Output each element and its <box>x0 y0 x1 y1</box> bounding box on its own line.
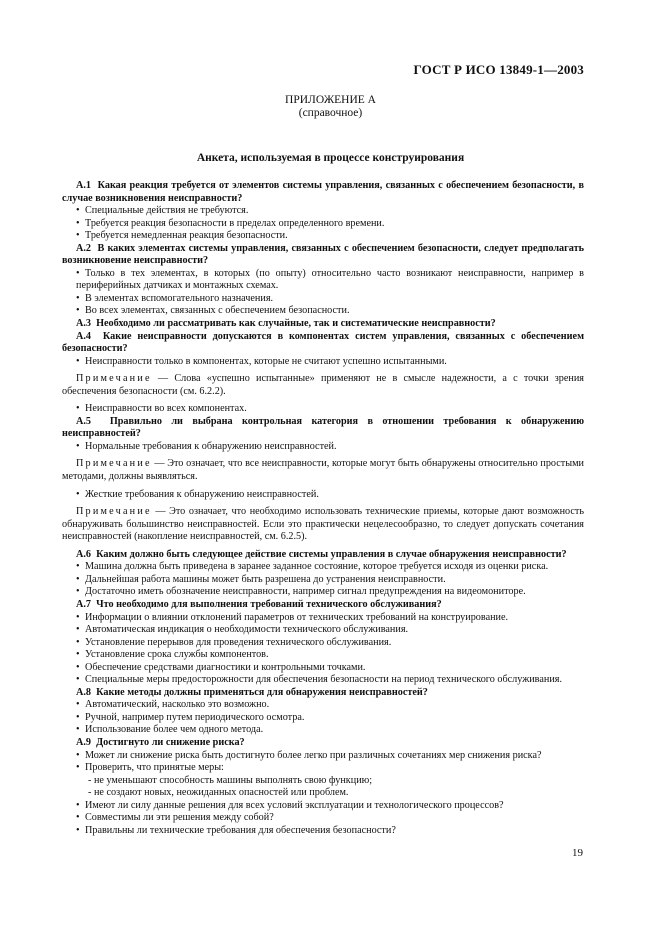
question-item <box>62 318 584 331</box>
standard-code: ГОСТ Р ИСО 13849-1—2003 <box>413 62 584 77</box>
answer-option <box>62 268 584 293</box>
answer-option <box>62 812 584 825</box>
answer-text: Может ли снижение риска быть достигнуто более легко при различных сочетаниях мер снижения риска? <box>85 749 542 761</box>
document-title: Анкета, используемая в процессе конструирования <box>196 152 465 164</box>
question-number: А.5 <box>76 415 91 427</box>
answer-option <box>62 750 584 763</box>
answer-option <box>62 574 584 587</box>
answer-text: Жесткие требования к обнаружению неисправностей. <box>85 488 319 500</box>
question-item <box>62 599 584 612</box>
answer-option <box>62 637 584 650</box>
answer-option <box>62 662 584 675</box>
answer-option <box>62 612 584 625</box>
answer-option <box>62 699 584 712</box>
answer-option <box>62 205 584 218</box>
answer-text: Машина должна быть приведена в заранее заданное состояние, которое требуется исходя из оценки риска. <box>85 561 549 573</box>
question-number: А.4 <box>76 330 91 342</box>
bullet-icon: • <box>76 611 80 623</box>
bullet-icon: • <box>76 305 80 317</box>
note-label: Примечание <box>76 506 152 518</box>
answer-option <box>62 712 584 725</box>
bullet-icon: • <box>76 205 80 217</box>
bullet-icon: • <box>76 699 80 711</box>
question-item <box>62 416 584 441</box>
answer-option <box>62 356 584 369</box>
answer-text: Информации о влиянии отклонений параметров от технических требований на конструирование. <box>85 611 509 623</box>
answer-text: Требуется реакция безопасности в пределах определенного времени. <box>85 217 385 229</box>
bullet-icon: • <box>76 674 80 686</box>
bullet-icon: • <box>76 403 80 415</box>
bullet-icon: • <box>76 762 80 774</box>
question-item <box>62 549 584 562</box>
answer-text: Имеют ли силу данные решения для всех условий эксплуатации и технологического процессов? <box>85 799 504 811</box>
question-item <box>62 687 584 700</box>
note-text: — Это означает, что необходимо использовать технические приемы, которые дают возможность обнаруживать большинство неисправностей. Если это практически нецелесообразно, то следует допускать сочетания неисправностей (накопление неисправностей, см. 6.2.5). <box>62 506 584 543</box>
answer-text: Только в тех элементах, в которых (по опыту) относительно часто возникают неисправности, например в периферийных датчиках и монтажных схемах. <box>76 267 584 292</box>
question-number: А.3 <box>76 318 91 330</box>
answer-text: Проверить, что принятые меры: <box>85 762 224 774</box>
answer-text: Достаточно иметь обозначение неисправности, например сигнал предупреждения на видеомониторе. <box>85 586 526 598</box>
answer-option <box>62 230 584 243</box>
question-number: А.9 <box>76 736 91 748</box>
question-item <box>62 180 584 205</box>
answer-option <box>62 649 584 662</box>
bullet-icon: • <box>76 230 80 242</box>
answer-option <box>62 403 584 416</box>
bullet-icon: • <box>76 586 80 598</box>
answer-text: Установление перерывов для проведения технического обслуживания. <box>85 636 392 648</box>
bullet-icon: • <box>76 573 80 585</box>
annex-title: ПРИЛОЖЕНИЕ А <box>285 94 376 106</box>
question-text: Необходимо ли рассматривать как случайные, так и систематические неисправности? <box>96 318 496 330</box>
bullet-icon: • <box>76 355 80 367</box>
question-text: В каких элементах системы управления, связанных с обеспечением безопасности, следует предполагать возникновение неисправности? <box>62 242 584 267</box>
note-paragraph <box>62 373 584 398</box>
answer-option <box>62 441 584 454</box>
answer-option <box>62 489 584 502</box>
bullet-icon: • <box>76 561 80 573</box>
answer-text: Неисправности во всех компонентах. <box>85 403 247 415</box>
answer-option <box>62 293 584 306</box>
answer-text: Обеспечение средствами диагностики и контрольными точками. <box>85 661 366 673</box>
answer-text: В элементах вспомогательного назначения. <box>85 292 274 304</box>
answer-text: Автоматическая индикация о необходимости технического обслуживания. <box>85 624 409 636</box>
note-paragraph <box>62 506 584 544</box>
answer-option <box>62 724 584 737</box>
bullet-icon: • <box>76 440 80 452</box>
question-number: А.7 <box>76 598 91 610</box>
annex-heading <box>0 94 661 120</box>
question-number: А.8 <box>76 686 91 698</box>
answer-text: Совместимы ли эти решения между собой? <box>85 812 274 824</box>
bullet-icon: • <box>76 812 80 824</box>
answer-text: Правильны ли технические требования для обеспечения безопасности? <box>85 824 396 836</box>
bullet-icon: • <box>76 292 80 304</box>
bullet-icon: • <box>76 724 80 736</box>
answer-text: Требуется немедленная реакция безопасности. <box>85 230 288 242</box>
answer-text: Автоматический, насколько это возможно. <box>85 699 270 711</box>
question-text: Достигнуто ли снижение риска? <box>96 736 245 748</box>
question-item <box>62 737 584 750</box>
answer-text: Дальнейшая работа машины может быть разрешена до устранения неисправности. <box>85 573 446 585</box>
answer-option <box>62 674 584 687</box>
bullet-icon: • <box>76 799 80 811</box>
answer-text: Использование более чем одного метода. <box>85 724 264 736</box>
answer-option <box>62 800 584 813</box>
bullet-icon: • <box>76 824 80 836</box>
answer-text: Ручной, например путем периодического осмотра. <box>85 711 305 723</box>
answer-option <box>62 305 584 318</box>
question-text: Каким должно быть следующее действие системы управления в случае обнаружения неисправности? <box>96 548 567 560</box>
answer-text: Во всех элементах, связанных с обеспечением безопасности. <box>85 305 350 317</box>
bullet-icon: • <box>76 749 80 761</box>
bullet-icon: • <box>76 661 80 673</box>
question-number: А.1 <box>76 180 91 191</box>
note-text: — Это означает, что все неисправности, которые могут быть обнаружены относительно простыми методами, должны выявляться. <box>62 458 584 483</box>
question-text: Что необходимо для выполнения требований технического обслуживания? <box>96 598 442 610</box>
note-label: Примечание <box>76 458 152 470</box>
question-text: Какая реакция требуется от элементов системы управления, связанных с обеспечением безопасности, в случае возникновения неисправности? <box>62 180 585 204</box>
question-text: Какие методы должны применяться для обнаружения неисправностей? <box>96 686 428 698</box>
question-text: Какие неисправности допускаются в компонентах систем управления, связанных с обеспечением безопасности? <box>62 330 585 355</box>
question-item <box>62 243 584 268</box>
bullet-icon: • <box>76 267 80 279</box>
sub-item-text: - не создают новых, неожиданных опасностей или проблем. <box>88 787 349 799</box>
page-number: 19 <box>572 847 583 859</box>
bullet-icon: • <box>76 624 80 636</box>
note-label: Примечание <box>76 373 152 385</box>
question-number: А.2 <box>76 242 91 254</box>
bullet-icon: • <box>76 217 80 229</box>
bullet-icon: • <box>76 488 80 500</box>
note-text: — Слова «успешно испытанные» применяют не в смысле надежности, а с точки зрения обеспечения безопасности (см. 6.2.2). <box>62 373 584 397</box>
annex-subtitle: (справочное) <box>298 107 363 119</box>
answer-option <box>62 762 584 775</box>
questionnaire-body <box>62 180 584 837</box>
question-text: Правильно ли выбрана контрольная категория в отношении требования к обнаружению неисправностей? <box>62 415 584 440</box>
note-paragraph <box>62 458 584 483</box>
question-number: А.6 <box>76 548 91 560</box>
answer-option <box>62 586 584 599</box>
answer-text: Нормальные требования к обнаружению неисправностей. <box>85 440 337 452</box>
answer-option <box>62 624 584 637</box>
answer-text: Специальные действия не требуются. <box>85 205 249 217</box>
bullet-icon: • <box>76 711 80 723</box>
answer-option <box>62 825 584 838</box>
bullet-icon: • <box>76 636 80 648</box>
answer-text: Специальные меры предосторожности для обеспечения безопасности на период технического обслуживания. <box>85 674 563 686</box>
sub-item-text: - не уменьшают способность машины выполнять свою функцию; <box>88 774 373 786</box>
answer-text: Установление срока службы компонентов. <box>85 649 269 661</box>
answer-option <box>62 218 584 231</box>
sub-item <box>62 787 584 800</box>
sub-item <box>62 775 584 788</box>
question-item <box>62 331 584 356</box>
bullet-icon: • <box>76 649 80 661</box>
answer-text: Неисправности только в компонентах, которые не считают успешно испытанными. <box>85 355 447 367</box>
answer-option <box>62 561 584 574</box>
